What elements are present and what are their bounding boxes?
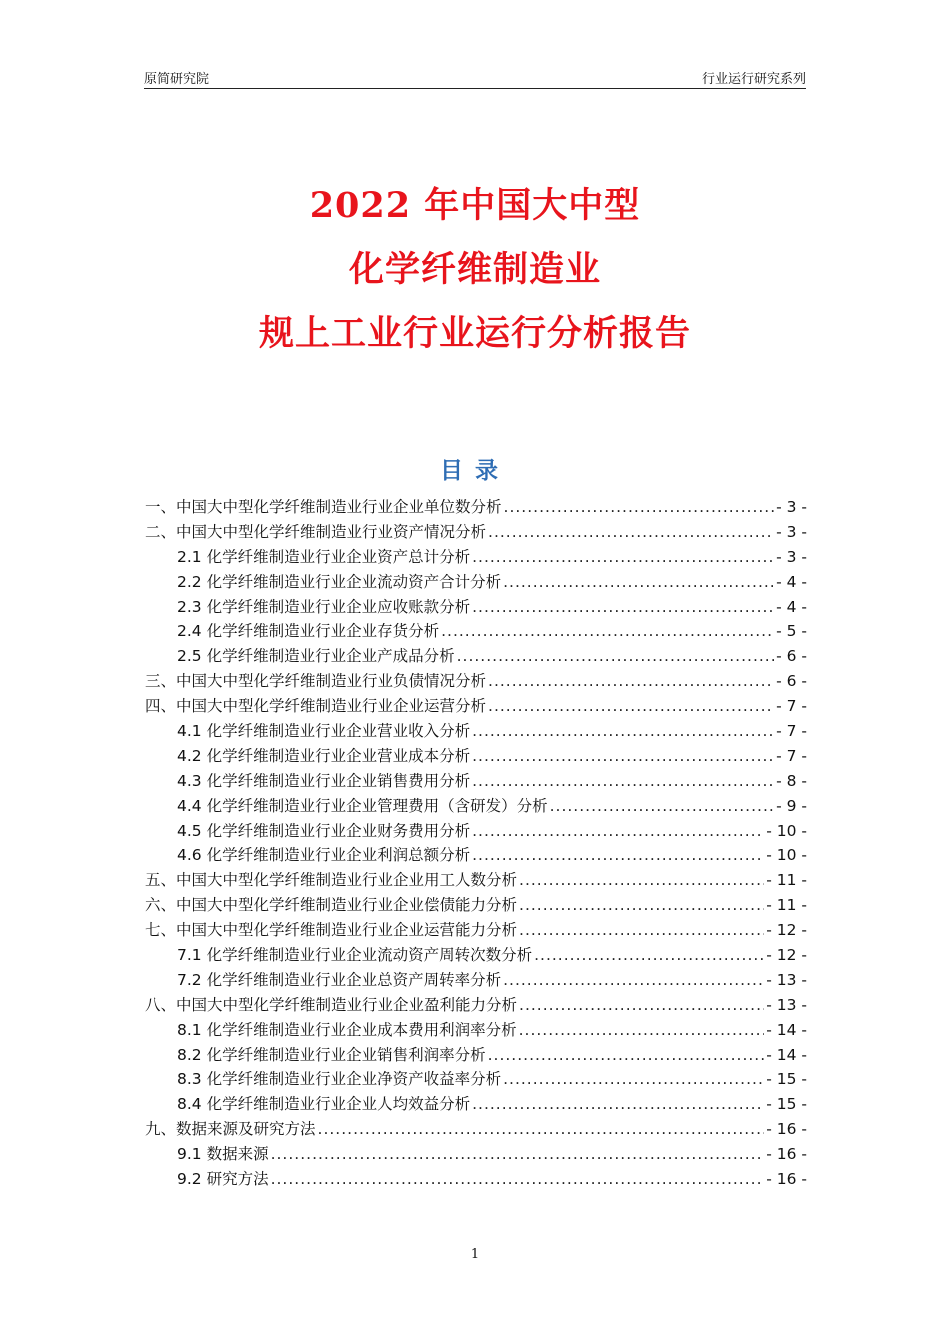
toc-entry[interactable]	[145, 1167, 807, 1192]
toc-leader-dots	[534, 946, 764, 964]
toc-entry-text: 九、数据来源及研究方法	[145, 1120, 316, 1139]
toc-entry-text: 8.4 化学纤维制造业行业企业人均效益分析	[177, 1095, 471, 1114]
toc-entry[interactable]	[145, 669, 807, 694]
toc-entry-page: - 7 -	[776, 746, 807, 765]
toc-entry[interactable]	[145, 943, 807, 968]
toc-entry[interactable]	[145, 495, 807, 520]
toc-entry-page: - 3 -	[776, 547, 807, 566]
toc-entry[interactable]	[145, 520, 807, 545]
toc-entry-page: - 11 -	[766, 871, 807, 890]
table-of-contents	[145, 495, 807, 1192]
toc-entry-page: - 6 -	[776, 647, 807, 666]
toc-entry-page: - 4 -	[776, 597, 807, 616]
toc-entry-page: - 10 -	[766, 821, 807, 840]
toc-entry[interactable]	[145, 868, 807, 893]
toc-entry[interactable]	[145, 918, 807, 943]
toc-entry[interactable]	[145, 993, 807, 1018]
toc-leader-dots	[472, 722, 774, 740]
toc-leader-dots	[472, 747, 774, 765]
toc-entry-page: - 13 -	[766, 970, 807, 989]
toc-leader-dots	[488, 697, 774, 715]
toc-entry-text: 7.2 化学纤维制造业行业企业总资产周转率分析	[177, 970, 502, 989]
toc-entry[interactable]	[145, 769, 807, 794]
title-line-3: 规上工业行业运行分析报告	[258, 313, 691, 354]
toc-leader-dots	[519, 871, 764, 889]
toc-entry[interactable]	[145, 719, 807, 744]
toc-entry-text: 四、中国大中型化学纤维制造业行业企业运营分析	[145, 697, 487, 716]
toc-entry[interactable]	[145, 1067, 807, 1092]
toc-leader-dots	[457, 647, 775, 665]
toc-entry-text: 4.3 化学纤维制造业行业企业销售费用分析	[177, 771, 471, 790]
toc-entry[interactable]	[145, 1142, 807, 1167]
toc-entry-text: 2.2 化学纤维制造业行业企业流动资产合计分析	[177, 572, 502, 591]
toc-leader-dots	[519, 996, 764, 1014]
toc-leader-dots	[271, 1145, 765, 1163]
toc-entry-text: 八、中国大中型化学纤维制造业行业企业盈利能力分析	[145, 995, 518, 1014]
toc-entry-text: 4.2 化学纤维制造业行业企业营业成本分析	[177, 746, 471, 765]
toc-entry-page: - 12 -	[766, 921, 807, 940]
toc-leader-dots	[488, 672, 774, 690]
toc-leader-dots	[472, 822, 764, 840]
toc-entry-page: - 7 -	[776, 697, 807, 716]
toc-entry-page: - 3 -	[776, 522, 807, 541]
toc-entry-text: 8.2 化学纤维制造业行业企业销售利润率分析	[177, 1045, 486, 1064]
toc-entry[interactable]	[145, 1018, 807, 1043]
toc-entry-page: - 10 -	[766, 846, 807, 865]
toc-entry-page: - 14 -	[766, 1045, 807, 1064]
toc-entry[interactable]	[145, 619, 807, 644]
toc-entry[interactable]	[145, 843, 807, 868]
toc-entry-text: 9.1 数据来源	[177, 1145, 269, 1164]
toc-entry[interactable]	[145, 694, 807, 719]
report-title	[0, 174, 950, 366]
toc-entry-text: 2.1 化学纤维制造业行业企业资产总计分析	[177, 547, 471, 566]
toc-entry[interactable]	[145, 644, 807, 669]
toc-leader-dots	[550, 797, 775, 815]
toc-entry-page: - 11 -	[766, 896, 807, 915]
toc-entry-page: - 6 -	[776, 672, 807, 691]
page-number: 1	[470, 1247, 480, 1262]
toc-entry-text: 2.5 化学纤维制造业行业企业产成品分析	[177, 647, 455, 666]
toc-leader-dots	[519, 896, 764, 914]
title-line-1: 2022 年中国大中型	[309, 185, 641, 226]
toc-leader-dots	[519, 921, 764, 939]
toc-entry-text: 4.5 化学纤维制造业行业企业财务费用分析	[177, 821, 471, 840]
toc-entry-page: - 12 -	[766, 946, 807, 965]
toc-leader-dots	[472, 548, 774, 566]
header-publisher: 原简研究院	[144, 72, 210, 87]
toc-entry[interactable]	[145, 570, 807, 595]
toc-entry-page: - 14 -	[766, 1020, 807, 1039]
toc-entry-page: - 16 -	[766, 1145, 807, 1164]
toc-entry-page: - 4 -	[776, 572, 807, 591]
toc-entry[interactable]	[145, 1117, 807, 1142]
toc-leader-dots	[472, 1095, 764, 1113]
toc-entry-text: 4.1 化学纤维制造业行业企业营业收入分析	[177, 722, 471, 741]
toc-entry[interactable]	[145, 968, 807, 993]
toc-entry-page: - 5 -	[776, 622, 807, 641]
toc-entry-text: 8.1 化学纤维制造业行业企业成本费用利润率分析	[177, 1020, 517, 1039]
toc-entry[interactable]	[145, 819, 807, 844]
toc-leader-dots	[503, 971, 764, 989]
toc-leader-dots	[488, 523, 774, 541]
toc-entry-page: - 16 -	[766, 1170, 807, 1189]
toc-entry[interactable]	[145, 744, 807, 769]
toc-entry[interactable]	[145, 545, 807, 570]
toc-entry-text: 2.4 化学纤维制造业行业企业存货分析	[177, 622, 440, 641]
toc-entry-text: 一、中国大中型化学纤维制造业行业企业单位数分析	[145, 498, 502, 516]
toc-entry-text: 7.1 化学纤维制造业行业企业流动资产周转次数分析	[177, 946, 533, 965]
toc-entry-text: 9.2 研究方法	[177, 1170, 269, 1189]
page-header	[144, 66, 806, 89]
toc-entry[interactable]	[145, 1043, 807, 1068]
toc-leader-dots	[271, 1170, 765, 1188]
toc-entry[interactable]	[145, 893, 807, 918]
toc-leader-dots	[441, 622, 774, 640]
toc-entry-text: 三、中国大中型化学纤维制造业行业负债情况分析	[145, 672, 487, 691]
toc-heading: 目录	[440, 458, 510, 484]
toc-entry-text: 五、中国大中型化学纤维制造业行业企业用工人数分析	[145, 871, 518, 890]
toc-entry-page: - 15 -	[766, 1070, 807, 1089]
toc-leader-dots	[519, 1021, 765, 1039]
toc-entry[interactable]	[145, 1092, 807, 1117]
toc-entry-page: - 7 -	[776, 722, 807, 741]
toc-leader-dots	[503, 573, 774, 591]
toc-entry-text: 二、中国大中型化学纤维制造业行业资产情况分析	[145, 522, 487, 541]
toc-leader-dots	[472, 772, 774, 790]
toc-leader-dots	[472, 598, 774, 616]
toc-entry[interactable]	[145, 794, 807, 819]
toc-entry-text: 七、中国大中型化学纤维制造业行业企业运营能力分析	[145, 921, 518, 940]
toc-leader-dots	[318, 1120, 765, 1138]
toc-leader-dots	[488, 1046, 765, 1064]
toc-entry-text: 六、中国大中型化学纤维制造业行业企业偿债能力分析	[145, 896, 518, 915]
toc-entry-page: - 9 -	[776, 796, 807, 815]
header-series: 行业运行研究系列	[701, 72, 806, 87]
toc-entry-page: - 3 -	[776, 498, 807, 516]
toc-leader-dots	[504, 498, 775, 516]
toc-entry-text: 4.6 化学纤维制造业行业企业利润总额分析	[177, 846, 471, 865]
toc-entry-page: - 8 -	[776, 771, 807, 790]
toc-entry-page: - 16 -	[766, 1120, 807, 1139]
toc-entry-text: 2.3 化学纤维制造业行业企业应收账款分析	[177, 597, 471, 616]
toc-leader-dots	[503, 1070, 764, 1088]
toc-leader-dots	[472, 846, 764, 864]
toc-entry-page: - 15 -	[766, 1095, 807, 1114]
title-line-2: 化学纤维制造业	[348, 249, 601, 290]
toc-entry-text: 8.3 化学纤维制造业行业企业净资产收益率分析	[177, 1070, 502, 1089]
toc-entry[interactable]	[145, 595, 807, 620]
toc-entry-text: 4.4 化学纤维制造业行业企业管理费用（含研发）分析	[177, 796, 548, 815]
toc-entry-page: - 13 -	[766, 995, 807, 1014]
